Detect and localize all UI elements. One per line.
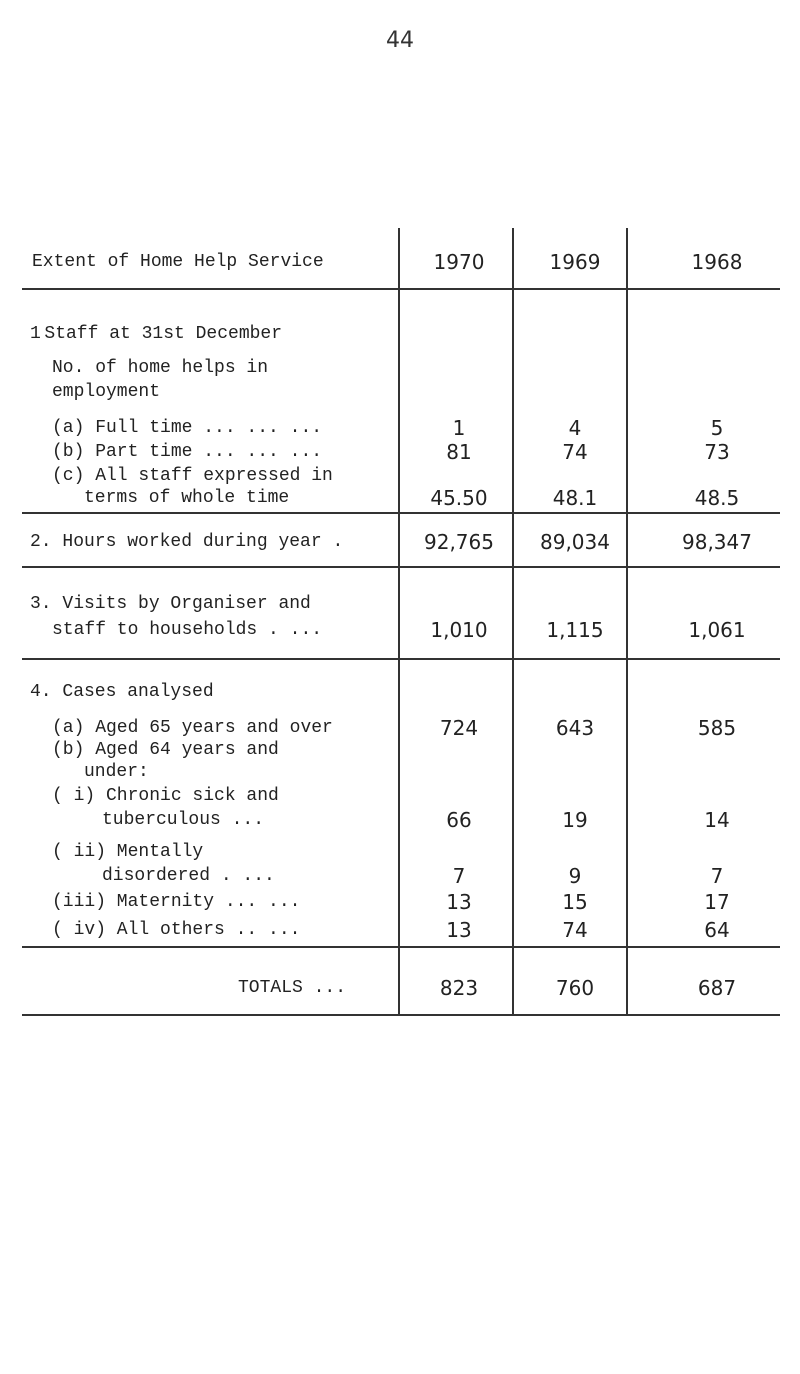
value-cell: 9 <box>568 864 582 888</box>
value-cell: 48.1 <box>552 486 598 510</box>
value-cell: 73 <box>704 440 730 464</box>
hours-section-rule <box>22 566 780 568</box>
row-label: (iii) Maternity ... ... <box>52 892 301 912</box>
section-subtitle: employment <box>52 382 161 402</box>
total-cell: 687 <box>697 976 737 1000</box>
value-cell: 585 <box>697 716 737 740</box>
section-title: 1 Staff at 31st December <box>30 324 283 344</box>
year-header: 1970 <box>433 250 485 274</box>
value-cell: 7 <box>452 864 466 888</box>
value-cell: 89,034 <box>540 530 610 554</box>
row-label: (b) Aged 64 years and <box>52 740 279 760</box>
row-label: ( ii) Mentally <box>52 842 204 862</box>
staff-section-rule <box>22 512 780 514</box>
value-cell: 19 <box>562 808 588 832</box>
section-subtitle: No. of home helps in <box>52 358 269 378</box>
section-title: 4. Cases analysed <box>30 682 214 702</box>
year-header: 1969 <box>549 250 601 274</box>
row-label: (c) All staff expressed in <box>52 466 333 486</box>
row-label: disordered . ... <box>102 866 275 886</box>
value-cell: 17 <box>704 890 730 914</box>
value-cell: 14 <box>704 808 730 832</box>
value-cell: 5 <box>710 416 724 440</box>
value-cell: 15 <box>562 890 588 914</box>
row-label: ( i) Chronic sick and <box>52 786 279 806</box>
value-cell: 1,115 <box>546 618 604 642</box>
visits-section-rule <box>22 658 780 660</box>
value-cell: 74 <box>562 440 588 464</box>
row-label: (a) Full time ... ... ... <box>52 418 323 438</box>
value-cell: 92,765 <box>424 530 494 554</box>
cases-section-rule <box>22 946 780 948</box>
value-cell: 643 <box>555 716 595 740</box>
value-cell: 66 <box>446 808 472 832</box>
value-cell: 7 <box>710 864 724 888</box>
row-label: under: <box>84 762 149 782</box>
value-cell: 1,061 <box>688 618 746 642</box>
value-cell: 64 <box>704 918 730 942</box>
column-divider <box>398 228 400 1014</box>
row-label: (a) Aged 65 years and over <box>52 718 333 738</box>
value-cell: 1 <box>452 416 466 440</box>
row-label: staff to households . ... <box>52 620 323 640</box>
value-cell: 48.5 <box>694 486 740 510</box>
value-cell: 4 <box>568 416 582 440</box>
row-label: 3. Visits by Organiser and <box>30 594 311 614</box>
totals-label: TOTALS ... <box>238 978 347 998</box>
totals-bottom-rule <box>22 1014 780 1016</box>
value-cell: 1,010 <box>430 618 488 642</box>
table-header-label: Extent of Home Help Service <box>32 252 324 272</box>
value-cell: 81 <box>446 440 472 464</box>
row-label: 2. Hours worked during year . <box>30 532 344 552</box>
row-label: terms of whole time <box>84 488 290 508</box>
total-cell: 823 <box>439 976 479 1000</box>
row-label: ( iv) All others .. ... <box>52 920 301 940</box>
value-cell: 98,347 <box>682 530 752 554</box>
page-number: 44 <box>386 28 414 53</box>
total-cell: 760 <box>555 976 595 1000</box>
value-cell: 74 <box>562 918 588 942</box>
value-cell: 13 <box>446 918 472 942</box>
value-cell: 13 <box>446 890 472 914</box>
value-cell: 724 <box>439 716 479 740</box>
header-rule <box>22 288 780 290</box>
year-header: 1968 <box>691 250 743 274</box>
value-cell: 45.50 <box>430 486 488 510</box>
row-label: (b) Part time ... ... ... <box>52 442 323 462</box>
row-label: tuberculous ... <box>102 810 265 830</box>
